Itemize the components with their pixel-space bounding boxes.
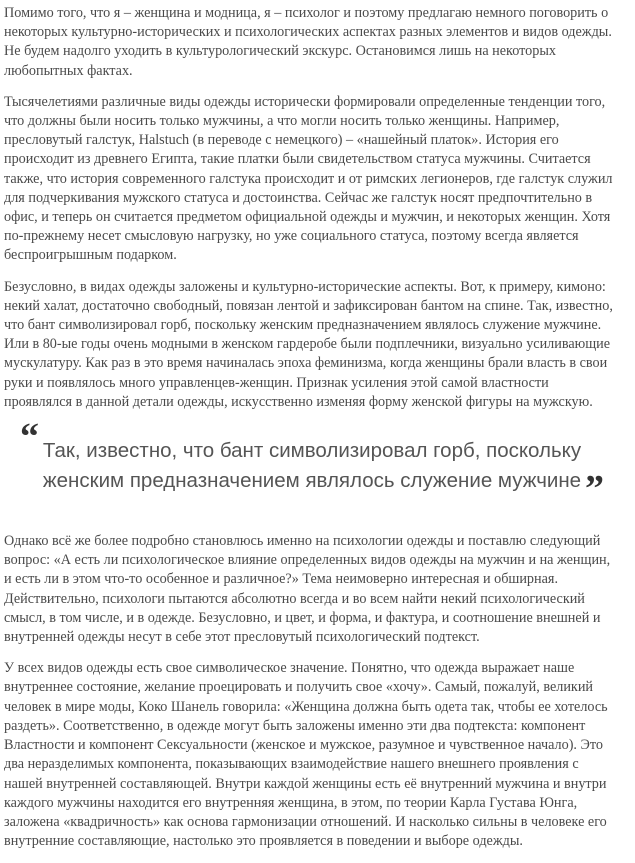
paragraph-intro: Помимо того, что я – женщина и модница, я – психолог и поэтому предлагаю немного поговорить о некоторых культурно-исторических и психологических аспектах разных элементов и видов одежды. Не будем надолго уходить в культурологический экскурс. Остановимся лишь на некоторых любопытных фактах. [4, 5, 612, 79]
close-quote-icon: ” [585, 468, 604, 511]
paragraph-tie-history: Тысячелетиями различные виды одежды исторически формировали определенные тенденции того, что должны были носить только мужчины, а что могли носить только женщины. Например, пресловутый галстук, Halstuch (в переводе с немецкого) – «нашейный платок». История его происходит из древнего Египта, такие платки были свидетельством статуса мужчины. Считается также, что история современного галстука происходит и от римских легионеров, где галстук служил для подчеркивания мужского статуса и достоинства. Сейчас же галстук носят предпочтительно в офис, и теперь он считается предметом официальной одежды и мужчин, и некоторых женщин. Хотя по-прежнему несет смысловую нагрузку, но уже социального статуса, поэтому всегда является беспроигрышным подарком. [4, 93, 613, 264]
paragraph-symbolic-meaning: У всех видов одежды есть свое символическое значение. Понятно, что одежда выражает наше внутреннее состояние, желание проецировать и получить свое «хочу». Самый, пожалуй, великий человек в мире моды, Коко Шанель говорила: «Женщина должна быть одета так, чтобы ее хотелось раздеть». Соответственно, в одежде могут быть заложены именно эти два подтекста: компонент Властности и компонент Сексуальности (женское и мужское, разумное и чувственное начало). Это два неразделимых компонента, показывающих взаимодействие нашего внешнего проявления с нашей внутренней составляющей. Внутри каждой женщины есть её внутренний мужчина и внутри каждого мужчины находится его внутренняя женщина, в этом, по теории Карла Густава Юнга, заложена «квадричность» как основа гармонизации отношений. И насколько сильны в человеке его внутренние составляющие, настолько это проявляется в поведении и выборе одежды. [4, 660, 608, 850]
paragraph-psychology-question: Однако всё же более подробно становлюсь именно на психологии одежды и поставлю следующий вопрос: «А есть ли психологическое влияние определенных видов одежды на мужчин и на женщин, и есть ли в этом что-то особенное и различное?» Тема неимоверно интересная и обширная. Действительно, психологи пытаются абсолютно всегда и во всем найти некий психологический смысл, в том числе, и в одежде. Безусловно, и цвет, и форма, и фактура, и соотношение внешней и внутренней одежды несут в себе этот пресловутый психологический подтекст. [4, 533, 611, 646]
pull-quote-text: Так, известно, что бант символизировал горб, поскольку женским предназначением являлось служение мужчине [42, 439, 582, 493]
open-quote-icon: “ [20, 416, 39, 459]
pull-quote [4, 416, 620, 511]
paragraph-kimono: Безусловно, в видах одежды заложены и культурно-исторические аспекты. Вот, к примеру, кимоно: некий халат, достаточно свободный, повязан лентой и зафиксирован бантом на спине. Так, известно, что бант символизировал горб, поскольку женским предназначением являлось служение мужчине. Или в 80-ые годы очень модными в женском гардеробе были подплечники, визуально усиливающие мускулатуру. Как раз в это время начиналась эпоха феминизма, когда женщины брали власть в свои руки и появлялось много управленцев-женщин. Признак усиления этой самой властности проявлялся в данной детали одежды, искусственно изменяя форму женской фигуры на мужскую. [4, 278, 613, 410]
